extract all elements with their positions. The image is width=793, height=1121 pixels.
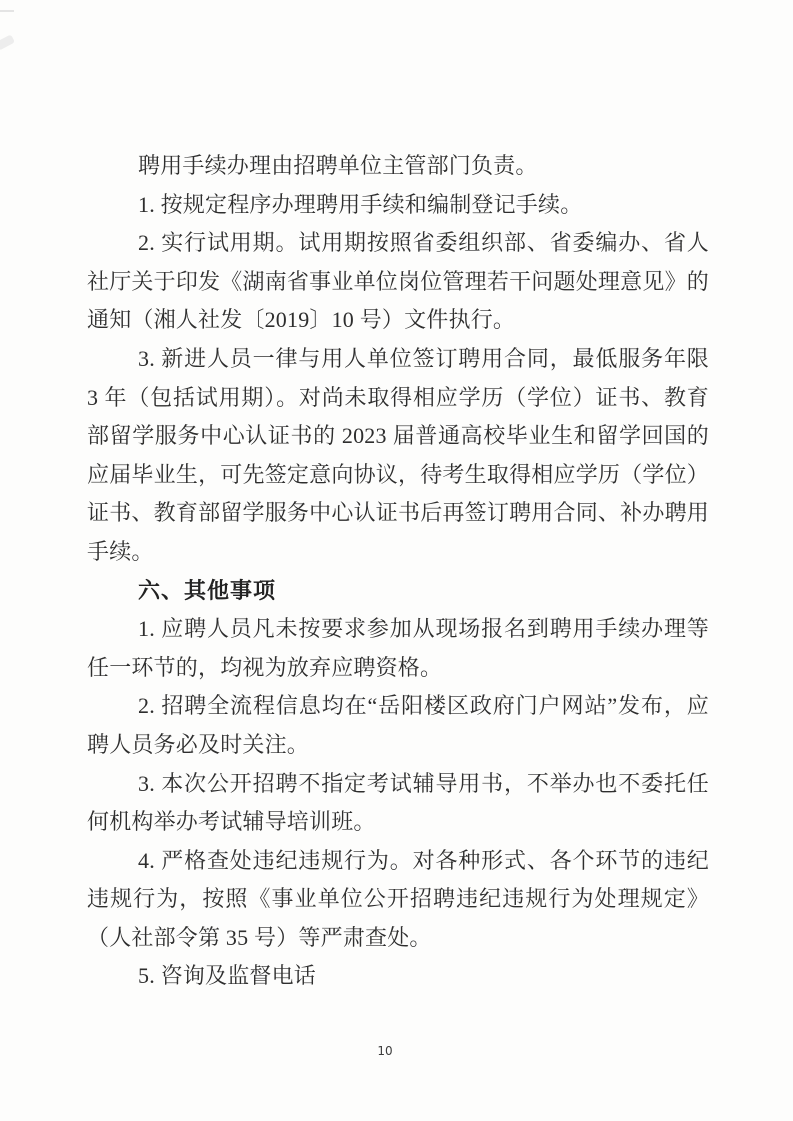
- page-number: 10: [377, 1044, 393, 1058]
- paragraph: 聘用手续办理由招聘单位主管部门负责。: [138, 153, 538, 178]
- paragraph: 5. 咨询及监督电话: [138, 963, 317, 989]
- paragraph: 3. 新进人员一律与用人单位签订聘用合同，最低服务年限 3 年（包括试用期）。对尚未取得相应学历（学位）证书、教育部留学服务中心认证书的 2023 届普通高校毕业生和留学回国的应届毕业生，可先签定意向协议，待考生取得相应学历（学位）证书、教育部留学服务中心认证书后再签订聘用合同、补办聘用手续。: [87, 345, 709, 564]
- scan-smudge-artifact: [0, 34, 15, 50]
- paragraph: 2. 招聘全流程信息均在“岳阳楼区政府门户网站”发布，应聘人员务必及时关注。: [87, 693, 709, 757]
- paragraph: 1. 应聘人员凡未按要求参加从现场报名到聘用手续办理等任一环节的，均视为放弃应聘资格。: [87, 616, 709, 680]
- document-content: [87, 147, 709, 996]
- section-heading: 六、其他事项: [138, 577, 277, 603]
- paragraph: 3. 本次公开招聘不指定考试辅导用书，不举办也不委托任何机构举办考试辅导培训班。: [87, 770, 709, 835]
- scan-edge-artifact: [0, 10, 14, 12]
- paragraph: 2. 实行试用期。试用期按照省委组织部、省委编办、省人社厅关于印发《湖南省事业单位岗位管理若干问题处理意见》的通知（湘人社发〔2019〕10 号）文件执行。: [87, 230, 709, 333]
- paragraph: 4. 严格查处违纪违规行为。对各种形式、各个环节的违纪违规行为，按照《事业单位公开招聘违纪违规行为处理规定》（人社部令第 35 号）等严肃查处。: [87, 847, 709, 950]
- paragraph: 1. 按规定程序办理聘用手续和编制登记手续。: [138, 191, 583, 217]
